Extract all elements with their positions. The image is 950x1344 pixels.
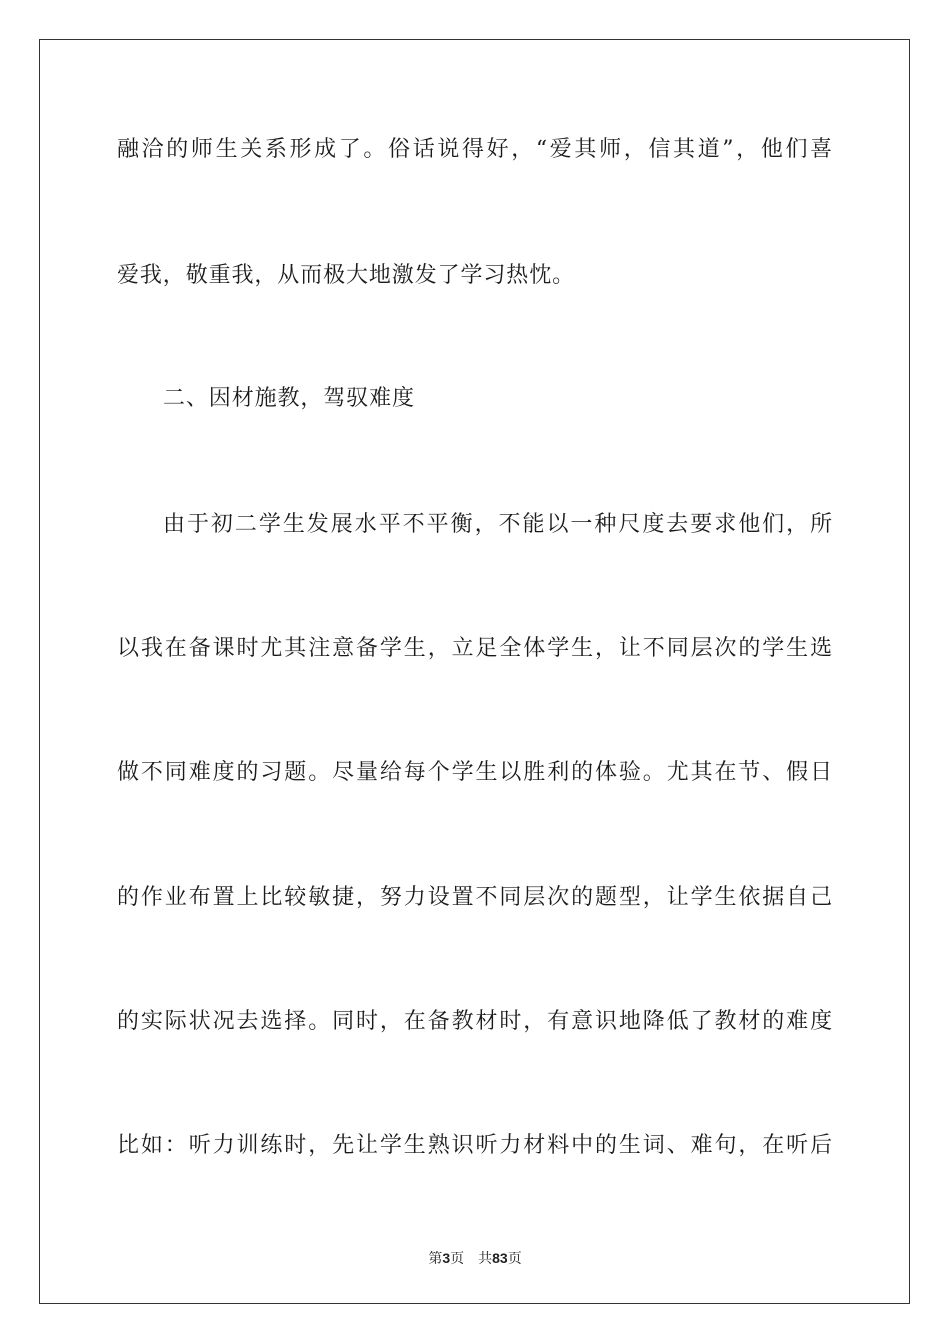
body-text-line: 比如：听力训练时，先让学生熟识听力材料中的生词、难句，在听后 <box>117 1133 833 1158</box>
body-text-line: 以我在备课时尤其注意备学生，立足全体学生，让不同层次的学生选 <box>117 636 833 661</box>
total-prefix: 共 <box>478 1251 493 1267</box>
body-text-line: 做不同难度的习题。尽量给每个学生以胜利的体验。尤其在节、假日 <box>117 760 833 785</box>
page-footer <box>0 1249 950 1268</box>
total-pages: 83 <box>492 1250 508 1266</box>
page-border <box>39 39 910 1304</box>
section-heading: 二、因材施教，驾驭难度 <box>163 386 415 411</box>
page-prefix: 第 <box>428 1251 443 1267</box>
body-text-line: 由于初二学生发展水平不平衡，不能以一种尺度去要求他们，所 <box>163 512 833 537</box>
total-suffix: 页 <box>507 1251 522 1267</box>
body-text-line: 爱我，敬重我，从而极大地激发了学习热忱。 <box>117 263 576 288</box>
body-text-line: 融洽的师生关系形成了。俗话说得好，“爱其师，信其道”，他们喜 <box>117 137 833 162</box>
body-text-line: 的作业布置上比较敏捷，努力设置不同层次的题型，让学生依据自己 <box>117 885 833 910</box>
page-suffix: 页 <box>450 1251 465 1267</box>
body-text-line: 的实际状况去选择。同时，在备教材时，有意识地降低了教材的难度 <box>117 1009 833 1034</box>
page-number: 3 <box>442 1250 451 1266</box>
